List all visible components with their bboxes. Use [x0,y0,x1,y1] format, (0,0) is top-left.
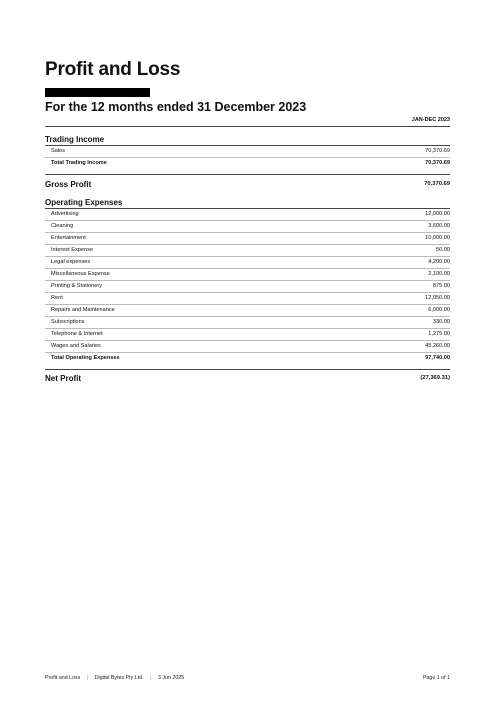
total-label: Total Operating Expenses [51,355,120,361]
row-value: 12,000.00 [425,211,450,217]
net-profit-value: (27,369.31) [420,375,450,381]
total-value: 97,740.00 [425,355,450,361]
row-label: Legal expenses [51,259,91,265]
report-period: For the 12 months ended 31 December 2023 [45,100,307,114]
row-label: Wages and Salaries [51,343,101,349]
row-label: Interest Expense [51,247,93,253]
net-profit-row [45,372,450,384]
gross-profit-divider [45,174,450,175]
column-header: JAN-DEC 2023 [411,117,450,123]
table-row [51,292,450,304]
row-label: Rent [51,295,63,301]
table-row [51,316,450,328]
footer-report-name: Profit and Loss [45,675,81,681]
table-row [51,145,450,157]
row-value: 2,100.00 [428,271,450,277]
row-label: Telephone & Internet [51,331,103,337]
row-value: 3,600.00 [428,223,450,229]
report-title: Profit and Loss [45,59,181,80]
row-value: 12,050.00 [425,295,450,301]
gross-profit-label: Gross Profit [45,179,92,189]
table-row [51,328,450,340]
trading-income-heading: Trading Income [45,135,105,144]
total-trading-income-row [51,157,450,169]
gross-profit-value: 70,370.69 [424,181,450,187]
table-row [51,304,450,316]
row-label: Cleaning [51,223,74,229]
row-label: Advertising [51,211,79,217]
row-value: 4,200.00 [428,259,450,265]
row-value: 10,000.00 [425,235,450,241]
table-row [51,256,450,268]
row-label: Repairs and Maintenance [51,307,115,313]
net-profit-label: Net Profit [45,373,81,383]
redacted-company-name [45,88,150,97]
row-value: 330.00 [432,319,450,325]
row-label: Printing & Stationery [51,283,102,289]
row-value: 45,260.00 [425,343,450,349]
row-label: Sales [51,148,65,154]
row-value: 70,370.69 [425,148,450,154]
table-row [51,244,450,256]
footer-separator: | [150,675,152,681]
total-value: 70,370.69 [425,160,450,166]
total-operating-expenses-row [51,352,450,364]
row-value: 1,275.00 [428,331,450,337]
operating-expenses-heading: Operating Expenses [45,198,123,207]
footer-meta [45,675,189,681]
table-row [51,220,450,232]
row-value: 6,000.00 [428,307,450,313]
footer-separator: | [86,675,89,681]
table-row [51,340,450,352]
net-profit-divider [45,369,450,370]
footer-company: Digital Bytes Pty Ltd. [94,675,144,681]
row-value: 875.00 [432,283,450,289]
total-label: Total Trading Income [51,160,107,166]
footer-page-number: Page 1 of 1 [422,675,450,681]
row-label: Miscellaneous Expense [51,271,110,277]
row-label: Subscriptions [51,319,85,325]
row-value: 50.00 [436,247,450,253]
page-footer [45,675,450,681]
footer-date: 3 Jun 2025 [157,675,185,681]
table-row [51,268,450,280]
table-row [51,232,450,244]
row-label: Entertainment [51,235,86,241]
table-row [51,208,450,220]
header-divider [45,126,450,127]
gross-profit-row [45,178,450,190]
table-row [51,280,450,292]
